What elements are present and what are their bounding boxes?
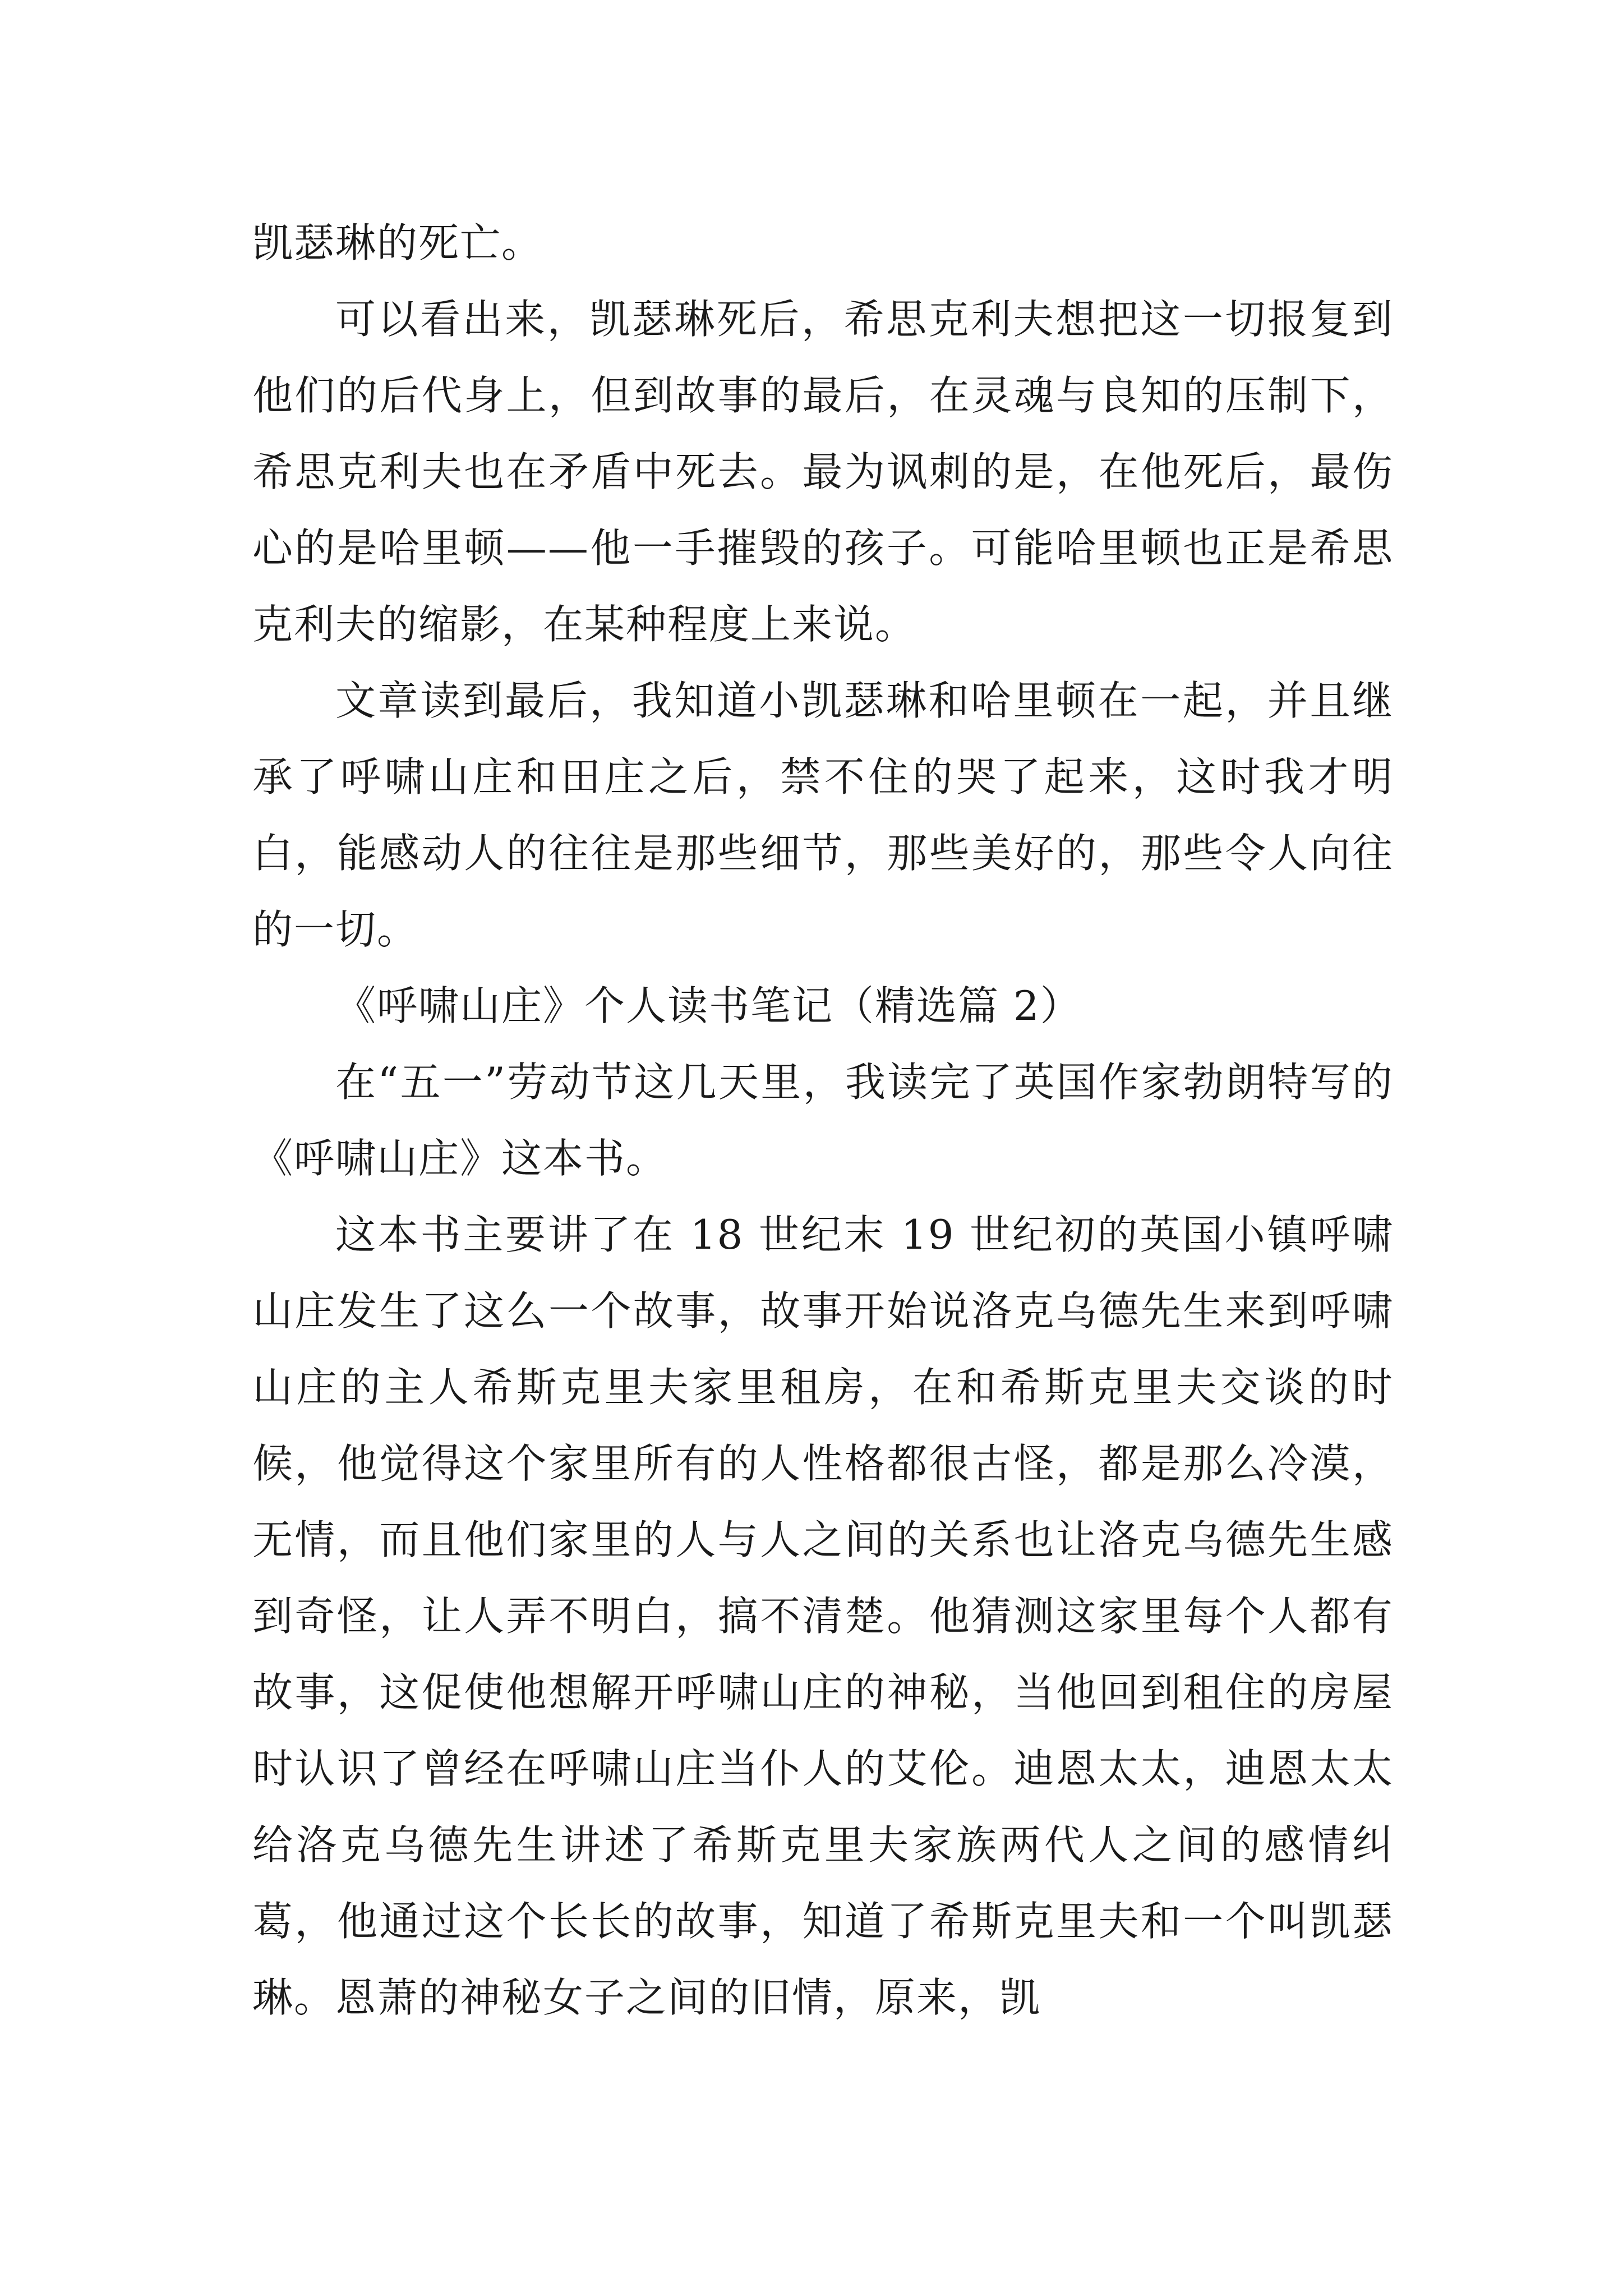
section-heading: 《呼啸山庄》个人读书笔记（精选篇 2） [335, 982, 1082, 1029]
document-body [252, 205, 1394, 2036]
paragraph: 文章读到最后，我知道小凯瑟琳和哈里顿在一起，并且继承了呼啸山庄和田庄之后，禁不住的哭了起来，这时我才明白，能感动人的往往是那些细节，那些美好的，那些令人向往的一切。 [252, 677, 1394, 953]
paragraph-continuation: 凯瑟琳的死亡。 [252, 219, 543, 266]
paragraph: 可以看出来，凯瑟琳死后，希思克利夫想把这一切报复到他们的后代身上，但到故事的最后，在灵魂与良知的压制下，希思克利夫也在矛盾中死去。最为讽刺的是，在他死后，最伤心的是哈里顿——他一手摧毁的孩子。可能哈里顿也正是希思克利夫的缩影，在某种程度上来说。 [252, 296, 1394, 648]
paragraph: 这本书主要讲了在 18 世纪末 19 世纪初的英国小镇呼啸山庄发生了这么一个故事，故事开始说洛克乌德先生来到呼啸山庄的主人希斯克里夫家里租房，在和希斯克里夫交谈的时候，他觉得这个家里所有的人性格都很古怪，都是那么冷漠，无情，而且他们家里的人与人之间的关系也让洛克乌德先生感到奇怪，让人弄不明白，搞不清楚。他猜测这家里每个人都有故事，这促使他想解开呼啸山庄的神秘，当他回到租住的房屋时认识了曾经在呼啸山庄当仆人的艾伦。迪恩太太，迪恩太太给洛克乌德先生讲述了希斯克里夫家族两代人之间的感情纠葛，他通过这个长长的故事，知道了希斯克里夫和一个叫凯瑟琳。恩萧的神秘女子之间的旧情，原来，凯 [252, 1211, 1394, 2021]
paragraph: 在“五一”劳动节这几天里，我读完了英国作家勃朗特写的《呼啸山庄》这本书。 [252, 1059, 1394, 1182]
